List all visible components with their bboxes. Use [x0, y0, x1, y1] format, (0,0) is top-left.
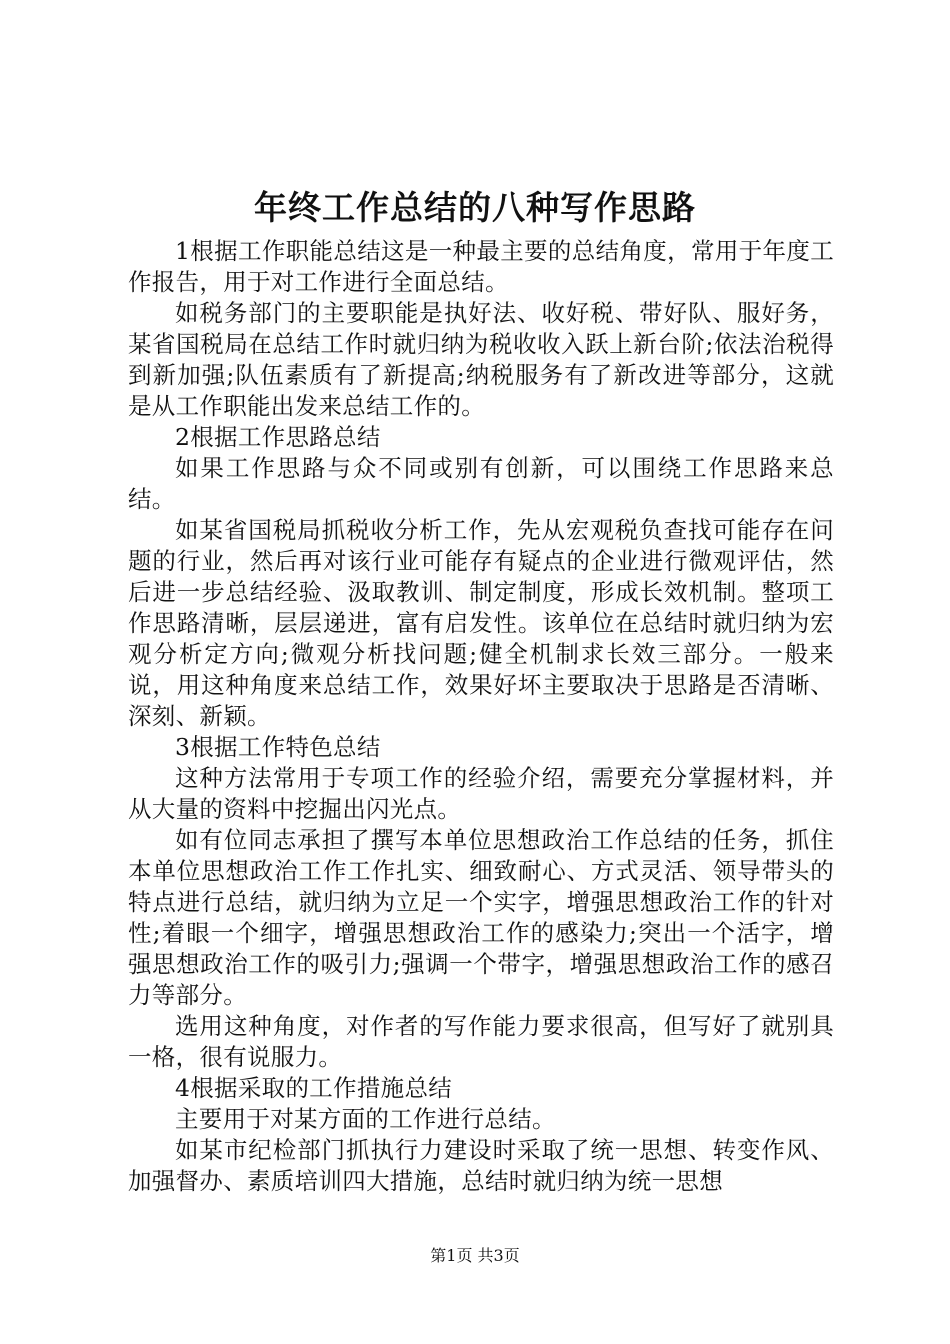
document-body: [128, 236, 834, 1197]
section-heading: 2根据工作思路总结: [175, 423, 381, 451]
document-title: 年终工作总结的八种写作思路: [254, 188, 696, 227]
paragraph: 如税务部门的主要职能是执好法、收好税、带好队、服好务，某省国税局在总结工作时就归纳为税收收入跃上新台阶;依法治税得到新加强;队伍素质有了新提高;纳税服务有了新改进等部分，这就是从工作职能出发来总结工作的。: [128, 299, 834, 420]
paragraph: 1根据工作职能总结这是一种最主要的总结角度，常用于年度工作报告，用于对工作进行全面总结。: [128, 237, 834, 296]
paragraph: 这种方法常用于专项工作的经验介绍，需要充分掌握材料，并从大量的资料中挖掘出闪光点。: [128, 764, 834, 823]
paragraph: 如某市纪检部门抓执行力建设时采取了统一思想、转变作风、加强督办、素质培训四大措施，总结时就归纳为统一思想: [128, 1136, 834, 1195]
page-number-footer: 第1页 共3页: [430, 1246, 520, 1265]
paragraph: 选用这种角度，对作者的写作能力要求很高，但写好了就别具一格，很有说服力。: [128, 1012, 834, 1071]
paragraph: 如某省国税局抓税收分析工作，先从宏观税负查找可能存在问题的行业，然后再对该行业可能存有疑点的企业进行微观评估，然后进一步总结经验、汲取教训、制定制度，形成长效机制。整项工作思路清晰，层层递进，富有启发性。该单位在总结时就归纳为宏观分析定方向;微观分析找问题;健全机制求长效三部分。一般来说，用这种角度来总结工作，效果好坏主要取决于思路是否清晰、深刻、新颖。: [128, 516, 834, 730]
paragraph: 如有位同志承担了撰写本单位思想政治工作总结的任务，抓住本单位思想政治工作工作扎实、细致耐心、方式灵活、领导带头的特点进行总结，就归纳为立足一个实字，增强思想政治工作的针对性;着眼一个细字，增强思想政治工作的感染力;突出一个活字，增强思想政治工作的吸引力;强调一个带字，增强思想政治工作的感召力等部分。: [128, 826, 834, 1009]
section-heading: 4根据采取的工作措施总结: [175, 1074, 453, 1102]
paragraph: 如果工作思路与众不同或别有创新，可以围绕工作思路来总结。: [128, 454, 834, 513]
paragraph: 主要用于对某方面的工作进行总结。: [175, 1105, 556, 1133]
section-heading: 3根据工作特色总结: [175, 733, 381, 761]
